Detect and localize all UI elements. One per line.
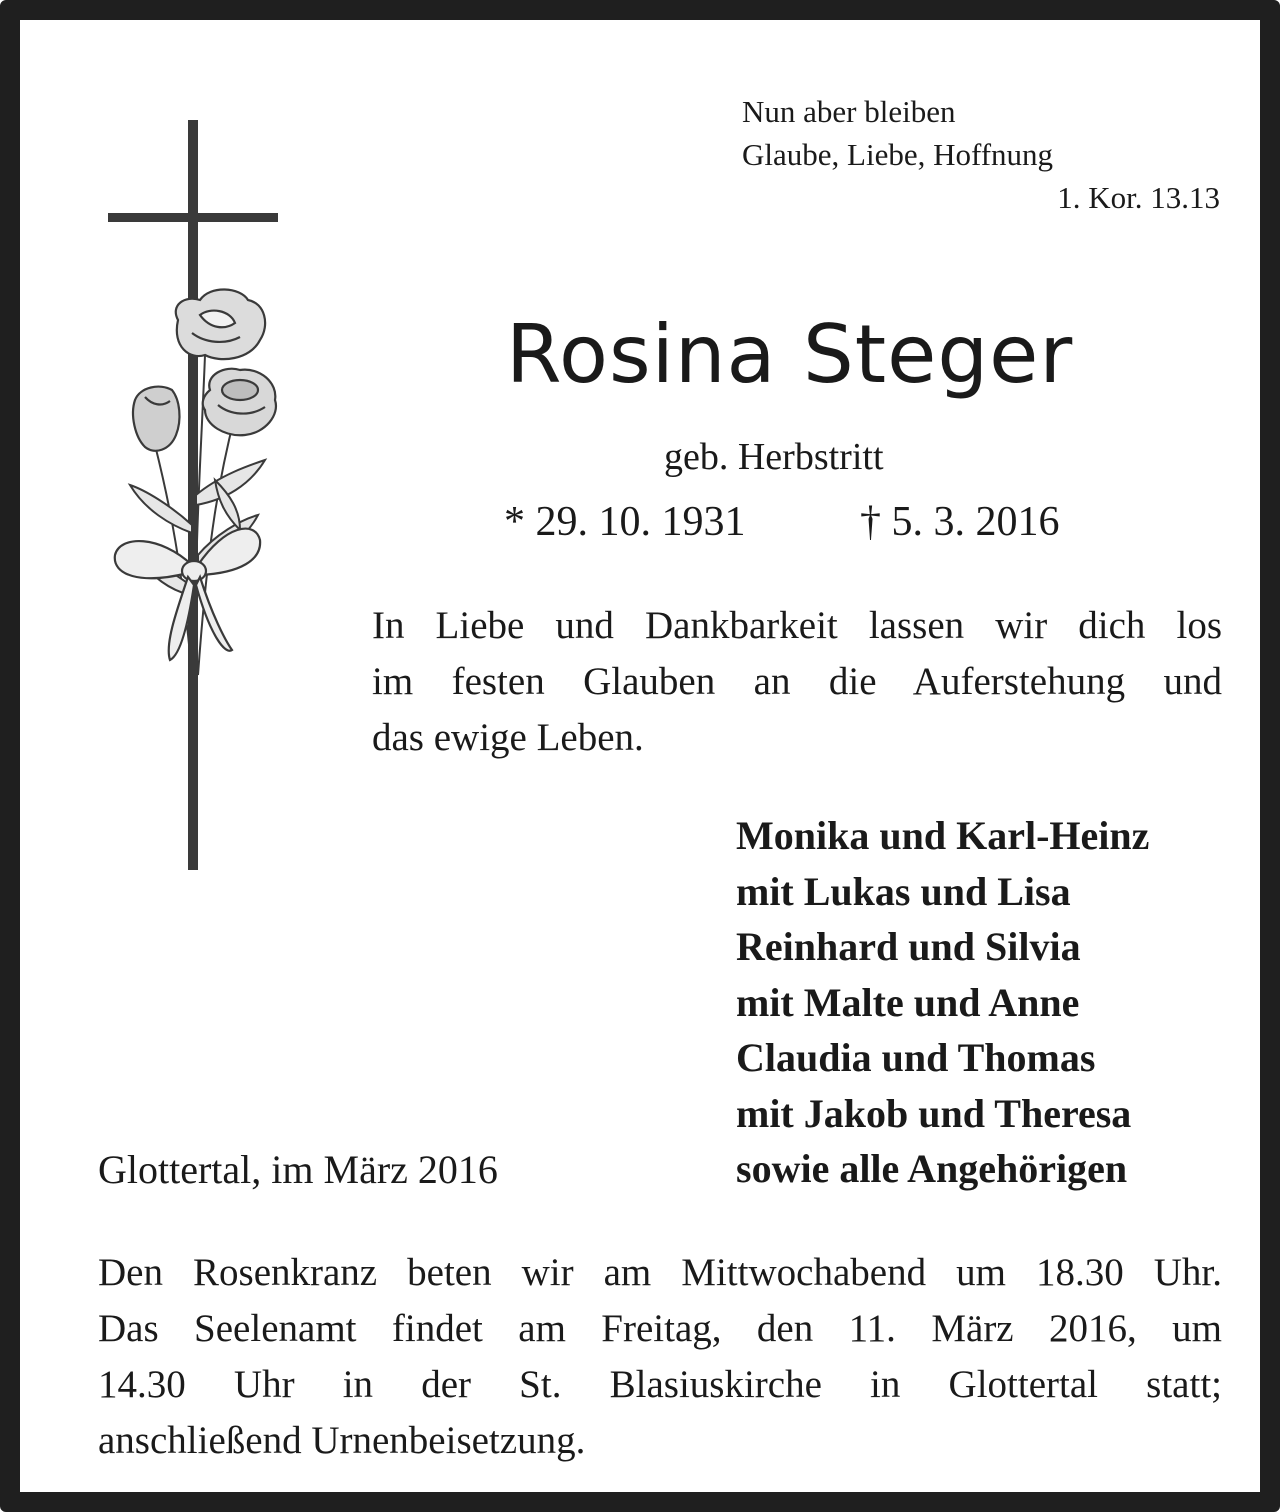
message-line: im festen Glauben an die Auferstehung und: [372, 660, 1222, 703]
mourner-line: mit Lukas und Lisa: [736, 868, 1071, 914]
farewell-message: [372, 598, 1222, 766]
message-line: In Liebe und Dankbarkeit lassen wir dich los: [372, 604, 1222, 647]
mourner-line: Monika und Karl-Heinz: [736, 813, 1150, 858]
service-details: [98, 1245, 1222, 1469]
cross-with-roses-icon: [100, 115, 290, 875]
mourner-line: mit Jakob und Theresa: [736, 1090, 1132, 1136]
ribbon-bow: [115, 529, 260, 660]
service-line: Das Seelenamt findet am Freitag, den 11. März 2016, um: [98, 1307, 1222, 1350]
service-line: anschließend Urnenbeisetzung.: [98, 1419, 586, 1462]
bible-verse: [742, 90, 1222, 219]
rose-left: [133, 387, 179, 451]
maiden-name: geb. Herbstritt: [664, 436, 884, 478]
rose-top: [176, 289, 265, 359]
mourner-line: Claudia und Thomas: [736, 1035, 1096, 1080]
verse-line-2: Glaube, Liebe, Hoffnung: [742, 137, 1054, 172]
birth-date: * 29. 10. 1931: [504, 499, 746, 545]
deceased-name: Rosina Steger: [506, 308, 1074, 401]
service-line: Den Rosenkranz beten wir am Mittwochabend um 18.30 Uhr.: [98, 1251, 1222, 1294]
death-date: † 5. 3. 2016: [860, 499, 1060, 545]
service-line: 14.30 Uhr in der St. Blasiuskirche in Glottertal statt;: [98, 1363, 1222, 1406]
verse-reference: 1. Kor. 13.13: [1057, 180, 1220, 215]
mourner-line: sowie alle Angehörigen: [736, 1146, 1128, 1191]
place-and-date: Glottertal, im März 2016: [98, 1147, 498, 1192]
mourner-line: Reinhard und Silvia: [736, 924, 1081, 969]
message-line: das ewige Leben.: [372, 716, 644, 759]
rose-middle: [203, 369, 276, 436]
cross-horizontal-beam: [108, 213, 278, 222]
mourners-list: [736, 808, 1216, 1197]
mourner-line: mit Malte und Anne: [736, 979, 1080, 1025]
verse-line-1: Nun aber bleiben: [742, 94, 956, 129]
